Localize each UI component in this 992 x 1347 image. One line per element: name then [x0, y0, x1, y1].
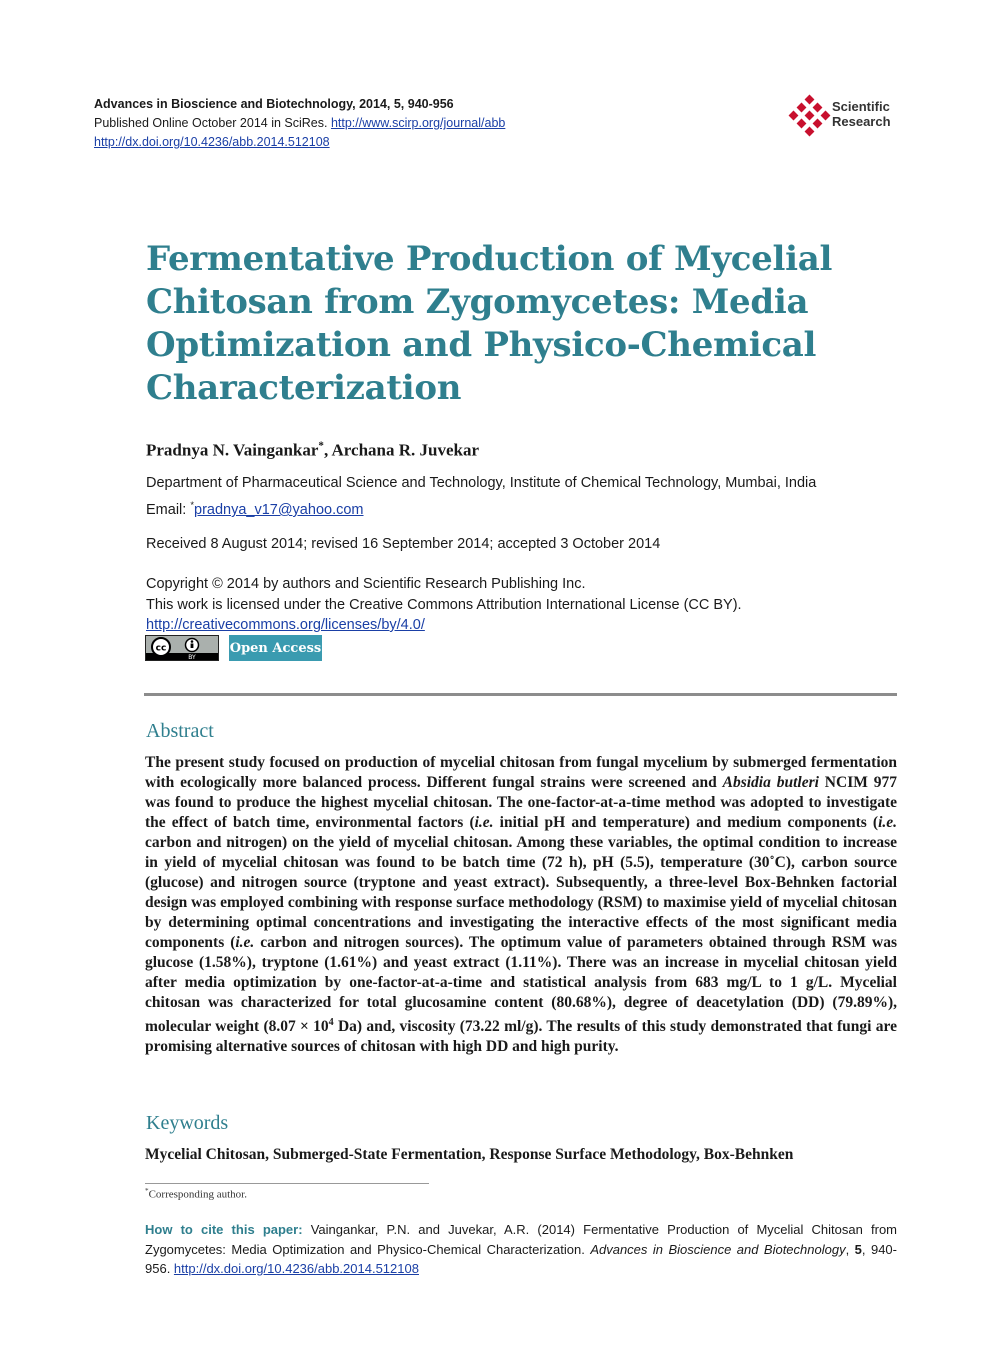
footnote-text: Corresponding author. — [148, 1188, 247, 1201]
journal-citation-line: Advances in Bioscience and Biotechnology, 2014, 5, 940-956 — [94, 97, 454, 111]
logo-text — [832, 99, 891, 129]
logo-line-1: Scientific — [832, 99, 890, 114]
published-line — [94, 114, 505, 133]
affiliation-block — [146, 472, 816, 521]
received-dates: Received 8 August 2014; revised 16 September 2014; accepted 3 October 2014 — [146, 536, 661, 552]
email-link[interactable]: pradnya_v17@yahoo.com — [194, 501, 364, 518]
cite-journal: Advances in Bioscience and Biotechnology — [590, 1241, 846, 1257]
email-line — [146, 494, 816, 521]
paper-title: Fermentative Production of Mycelial Chitosan from Zygomycetes: Media Optimization and Physico-Chemical Characterization — [146, 239, 833, 408]
section-divider — [144, 693, 897, 696]
svg-text:BY: BY — [188, 654, 196, 660]
cc-by-badge-graphic — [146, 636, 218, 660]
abstract-text-6: Da) and, viscosity (73.22 ml/g). The results of this study demonstrated that fungi are promising alternative sources of chitosan with high DD and high purity. — [145, 1018, 897, 1056]
cite-doi-link[interactable]: http://dx.doi.org/10.4236/abb.2014.512108 — [173, 1261, 419, 1276]
cc-by-license-icon[interactable] — [145, 635, 219, 661]
keywords-list: Mycelial Chitosan, Submerged-State Fermentation, Response Surface Methodology, Box-Behnken — [145, 1146, 794, 1163]
journal-header — [94, 95, 505, 152]
affiliation: Department of Pharmaceutical Science and Technology, Institute of Chemical Technology, Mumbai, India — [146, 475, 817, 491]
author-1: Pradnya N. Vaingankar — [146, 440, 319, 460]
abstract-ie-2: i.e. — [878, 814, 898, 831]
authors — [146, 440, 479, 461]
copyright: Copyright © 2014 by authors and Scientific Research Publishing Inc. — [146, 576, 586, 592]
logo-line-2: Research — [832, 114, 891, 129]
corresponding-mark: * — [318, 440, 324, 452]
author-2: Archana R. Juvekar — [331, 440, 480, 460]
scientific-research-logo-icon — [790, 96, 830, 136]
cite-volume: 5 — [854, 1241, 862, 1257]
license-url-link[interactable]: http://creativecommons.org/licenses/by/4.0/ — [146, 617, 425, 633]
abstract-body — [145, 753, 897, 1057]
abstract-ie-3: i.e. — [235, 934, 255, 951]
email-mark: * — [190, 499, 194, 510]
abstract-heading: Abstract — [146, 720, 214, 742]
scientific-research-logo — [790, 96, 910, 136]
keywords-heading: Keywords — [146, 1112, 229, 1134]
abstract-text-4: carbon and nitrogen) on the yield of mycelial chitosan. Among these variables, the optimal condition to increase in yield of mycelial chitosan was found to be batch time (72 h), pH (5.5), temperature (30˚C), carbon source (glucose) and nitrogen source (tryptone and yeast extract). Subsequently, a three-level Box-Behnken factorial design was employed combining with response surface methodology (RSM) to maximise yield of mycelial chitosan by determining optimal concentrations and investigating the interactive effects of the most significant media components ( — [145, 834, 897, 951]
doi-link[interactable]: http://dx.doi.org/10.4236/abb.2014.512108 — [94, 135, 330, 149]
cite-pages: , 940-956. — [145, 1241, 897, 1276]
cite-sep: , — [845, 1241, 855, 1257]
open-access-badge: Open Access — [229, 635, 322, 661]
published-prefix: Published Online October 2014 in SciRes. — [94, 116, 331, 130]
abstract-text-3: initial pH and temperature) and medium components ( — [493, 814, 879, 831]
cite-label: How to cite this paper: — [145, 1222, 311, 1237]
abstract-text-2: NCIM 977 was found to produce the highest mycelial chitosan. The one-factor-at-a-time method was adopted to investigate the effect of batch time, environmental factors ( — [145, 774, 897, 831]
abstract-ie-1: i.e. — [474, 814, 494, 831]
abstract-paragraph — [145, 753, 897, 1057]
organism-name: Absidia butleri — [722, 774, 819, 791]
author-separator: , — [323, 440, 332, 460]
license-statement: This work is licensed under the Creative Commons Attribution International License (CC BY). — [146, 596, 742, 613]
svg-text:cc: cc — [155, 643, 167, 654]
abstract-exponent: 4 — [328, 1017, 334, 1028]
abstract-text-5: carbon and nitrogen sources). The optimum value of parameters obtained through RSM was glucose (1.58%), tryptone (1.61%) and yeast extract (1.11%). There was an increase in mycelial chitosan yield after media optimization by one-factor-at-a-time and statistical analysis from 683 mg/L to 1 g/L. Mycelial chitosan was characterized for total glucosamine content (80.68%), degree of deacetylation (DD) (79.89%), molecular weight (8.07 × 10 — [145, 934, 897, 1036]
footnote-mark: * — [145, 1187, 149, 1195]
footnote — [145, 1187, 247, 1201]
journal-url-link[interactable]: http://www.scirp.org/journal/abb — [330, 116, 506, 130]
how-to-cite — [145, 1220, 897, 1279]
footnote-divider — [145, 1183, 429, 1184]
license-block — [146, 574, 742, 636]
abstract-text-1: The present study focused on production of mycelial chitosan from fungal mycelium by submerged fermentation with ecologically more balanced process. Different fungal strains were screened and — [145, 754, 897, 791]
cite-text: Vaingankar, P.N. and Juvekar, A.R. (2014) Fermentative Production of Mycelial Chitosan from Zygomycetes: Media Optimization and Physico-Chemical Characterization. — [145, 1222, 897, 1257]
email-label: Email: — [146, 501, 191, 518]
